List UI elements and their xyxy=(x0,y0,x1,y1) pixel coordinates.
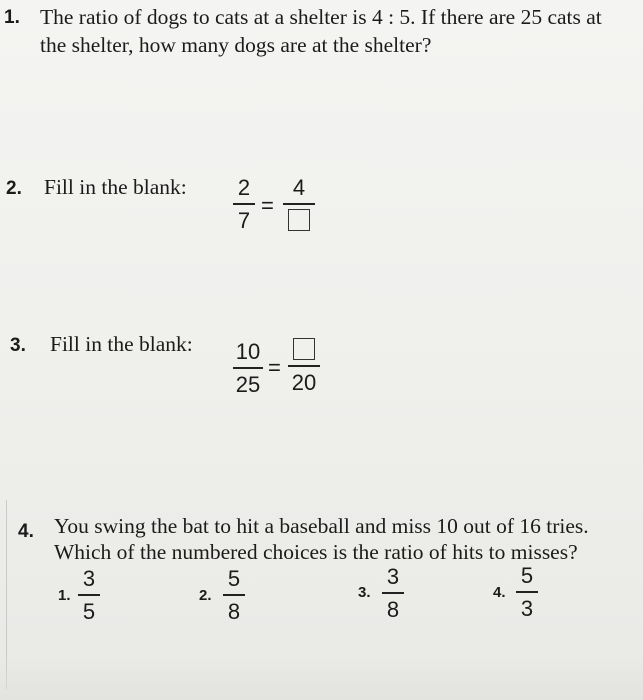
fraction-numerator: 5 xyxy=(227,566,241,591)
choice-3-fraction xyxy=(382,565,404,622)
fraction-denominator: 3 xyxy=(520,595,534,621)
choice-1-label: 1. xyxy=(58,587,71,604)
equals-sign: = xyxy=(261,193,274,218)
page-bottom-shadow xyxy=(0,655,643,700)
fraction-denominator: 7 xyxy=(237,207,251,233)
choice-4-label: 4. xyxy=(493,584,506,601)
fraction-denominator: 25 xyxy=(235,371,261,397)
fraction-numerator: 10 xyxy=(235,339,261,364)
problem-3-prompt: Fill in the blank: xyxy=(50,332,193,356)
equals-sign: = xyxy=(268,355,281,380)
fraction-denominator: 8 xyxy=(386,596,400,622)
problem-4-number: 4. xyxy=(18,521,34,542)
choice-4-fraction xyxy=(516,564,538,621)
problem-4-line-1: You swing the bat to hit a baseball and miss 10 out of 16 tries. xyxy=(54,514,589,538)
fraction-numerator: 3 xyxy=(82,566,96,591)
fraction-bar xyxy=(233,367,263,369)
problem-2-left-fraction xyxy=(233,176,255,233)
choice-3-label: 3. xyxy=(358,584,371,601)
answer-blank-box[interactable] xyxy=(288,209,310,231)
problem-2-prompt: Fill in the blank: xyxy=(44,175,187,199)
fraction-denominator: 5 xyxy=(82,598,96,624)
fraction-numerator: 5 xyxy=(520,563,534,588)
fraction-bar xyxy=(78,594,100,596)
fraction-bar xyxy=(288,365,320,367)
answer-blank-box[interactable] xyxy=(293,338,315,360)
fraction-numerator: 2 xyxy=(237,175,251,200)
problem-1-line-2: the shelter, how many dogs are at the shelter? xyxy=(40,33,432,57)
problem-1-line-1: The ratio of dogs to cats at a shelter is 4 : 5. If there are 25 cats at xyxy=(40,5,602,29)
fraction-bar xyxy=(233,203,255,205)
problem-3-right-fraction xyxy=(288,338,320,395)
choice-2-label: 2. xyxy=(199,587,212,604)
problem-2-number: 2. xyxy=(6,178,22,199)
fraction-denominator: 20 xyxy=(291,369,317,395)
fraction-numerator: 4 xyxy=(292,175,306,200)
fraction-bar xyxy=(283,203,315,205)
choice-2-fraction xyxy=(223,567,245,624)
problem-3-left-fraction xyxy=(233,340,263,397)
problem-2-right-fraction xyxy=(283,176,315,231)
choice-1-fraction xyxy=(78,567,100,624)
problem-1-number: 1. xyxy=(4,7,20,28)
problem-4-line-2: Which of the numbered choices is the ratio of hits to misses? xyxy=(54,540,578,564)
fraction-bar xyxy=(516,591,538,593)
problem-3-number: 3. xyxy=(10,335,26,356)
fraction-bar xyxy=(382,592,404,594)
fraction-denominator: 8 xyxy=(227,598,241,624)
fraction-numerator: 3 xyxy=(386,564,400,589)
fraction-bar xyxy=(223,594,245,596)
